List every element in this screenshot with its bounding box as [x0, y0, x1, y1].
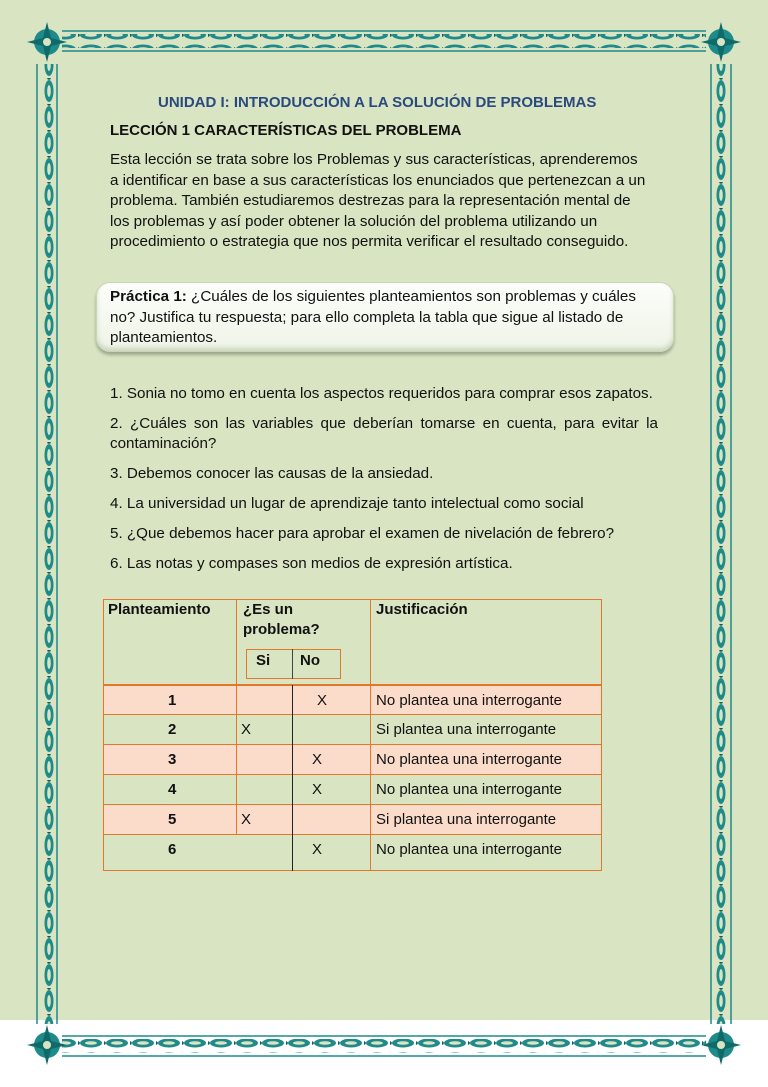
table-divider [236, 599, 237, 685]
no-mark: X [317, 692, 328, 709]
si-mark: X [241, 721, 252, 738]
header-problema-line2: problema? [243, 621, 320, 638]
no-mark: X [312, 841, 323, 858]
intro-paragraph [110, 150, 662, 253]
header-planteamiento: Planteamiento [108, 601, 211, 618]
intro-line: problema. También estudiaremos destrezas para la representación mental de [110, 192, 631, 209]
statement-list [110, 384, 658, 584]
table-row [103, 835, 602, 871]
list-item: 1. Sonia no tomo en cuenta los aspectos requeridos para comprar esos zapatos. [110, 385, 653, 402]
table-row [103, 805, 602, 835]
list-item: 5. ¿Que debemos hacer para aprobar el examen de nivelación de febrero? [110, 525, 615, 542]
practice-text [110, 287, 662, 349]
row-number: 2 [168, 721, 177, 738]
lesson-title: LECCIÓN 1 CARACTERÍSTICAS DEL PROBLEMA [110, 122, 462, 139]
no-mark: X [312, 751, 323, 768]
table-row [103, 685, 602, 715]
table-divider [370, 685, 371, 871]
intro-line: los problemas y así poder obtener la solución del problema utilizando un [110, 212, 598, 230]
list-item: 4. La universidad un lugar de aprendizaje tanto intelectual como social [110, 495, 584, 512]
header-si: Si [256, 652, 271, 669]
table-divider [370, 599, 371, 685]
table-row [103, 745, 602, 775]
header-no: No [300, 652, 320, 669]
unit-title: UNIDAD I: INTRODUCCIÓN A LA SOLUCIÓN DE PROBLEMAS [158, 94, 597, 111]
justification: No plantea una interrogante [376, 751, 562, 768]
header-problema-line1: ¿Es un [243, 601, 294, 618]
row-number: 5 [168, 811, 177, 828]
table-divider [292, 685, 293, 871]
table-row [103, 715, 602, 745]
list-item: 2. ¿Cuáles son las variables que deberían tomarse en cuenta, para evitar la contaminación? [110, 415, 658, 452]
intro-line: procedimiento o estrategia que nos permita verificar el resultado conseguido. [110, 233, 629, 250]
header-justificacion: Justificación [376, 601, 468, 618]
justification: No plantea una interrogante [376, 692, 562, 709]
practice-label: Práctica 1: [110, 288, 187, 305]
si-mark: X [241, 811, 252, 828]
table-row [103, 775, 602, 805]
row-number: 4 [168, 781, 177, 798]
practice-question: ¿Cuáles de los siguientes planteamientos son problemas y cuáles no? Justifica tu respuesta; para ello completa la tabla que sigue al listado de planteamientos. [110, 288, 636, 346]
intro-line: Esta lección se trata sobre los Problemas y sus características, aprenderemos [110, 151, 638, 168]
row-number: 1 [168, 692, 177, 709]
row-number: 3 [168, 751, 177, 768]
justification: Si plantea una interrogante [376, 721, 557, 738]
table-divider [292, 649, 293, 679]
list-item: 3. Debemos conocer las causas de la ansiedad. [110, 465, 434, 482]
intro-line: a identificar en base a sus características los enunciados que pertenezcan a un [110, 171, 646, 189]
justification: No plantea una interrogante [376, 781, 562, 798]
justification: Si plantea una interrogante [376, 811, 557, 828]
justification: No plantea una interrogante [376, 841, 562, 858]
list-item: 6. Las notas y compases son medios de expresión artística. [110, 555, 513, 572]
no-mark: X [312, 781, 323, 798]
row-number: 6 [168, 841, 177, 858]
table-divider [236, 685, 237, 835]
